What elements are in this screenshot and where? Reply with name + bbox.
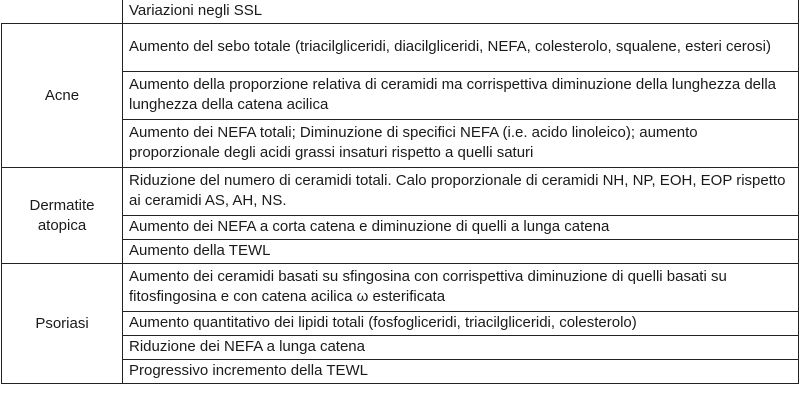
table-row <box>2 24 799 72</box>
condition-dermatite-atopica: Dermatite atopica <box>2 168 123 264</box>
row-description: Riduzione del numero di ceramidi totali. Calo proporzionale di ceramidi NH, NP, EOH, EOP rispetto ai ceramidi AS, AH, NS. <box>123 168 799 216</box>
condition-acne: Acne <box>2 24 123 168</box>
column-header: Variazioni negli SSL <box>123 0 799 24</box>
row-description: Aumento dei ceramidi basati su sfingosina con corrispettiva diminuzione di quelli basati su fitosfingosina e con catena acilica ω esterificata <box>123 264 799 312</box>
row-description: Aumento quantitativo dei lipidi totali (fosfogliceridi, triacilgliceridi, colesterolo) <box>123 312 799 336</box>
row-description: Riduzione dei NEFA a lunga catena <box>123 336 799 360</box>
table-header-row <box>2 0 799 24</box>
lipid-variations-table <box>1 0 799 384</box>
header-blank-cell <box>2 0 123 24</box>
table-row <box>2 168 799 216</box>
row-description: Aumento del sebo totale (triacilgliceridi, diacilgliceridi, NEFA, colesterolo, squalene, esteri cerosi) <box>123 24 799 72</box>
row-description: Aumento della proporzione relativa di ceramidi ma corrispettiva diminuzione della lunghezza della lunghezza della catena acilica <box>123 72 799 120</box>
row-description: Aumento della TEWL <box>123 240 799 264</box>
condition-psoriasi: Psoriasi <box>2 264 123 384</box>
row-description: Progressivo incremento della TEWL <box>123 360 799 384</box>
row-description: Aumento dei NEFA totali; Diminuzione di specifici NEFA (i.e. acido linoleico); aumento proporzionale degli acidi grassi insaturi rispetto a quelli saturi <box>123 120 799 168</box>
row-description: Aumento dei NEFA a corta catena e diminuzione di quelli a lunga catena <box>123 216 799 240</box>
table-row <box>2 264 799 312</box>
